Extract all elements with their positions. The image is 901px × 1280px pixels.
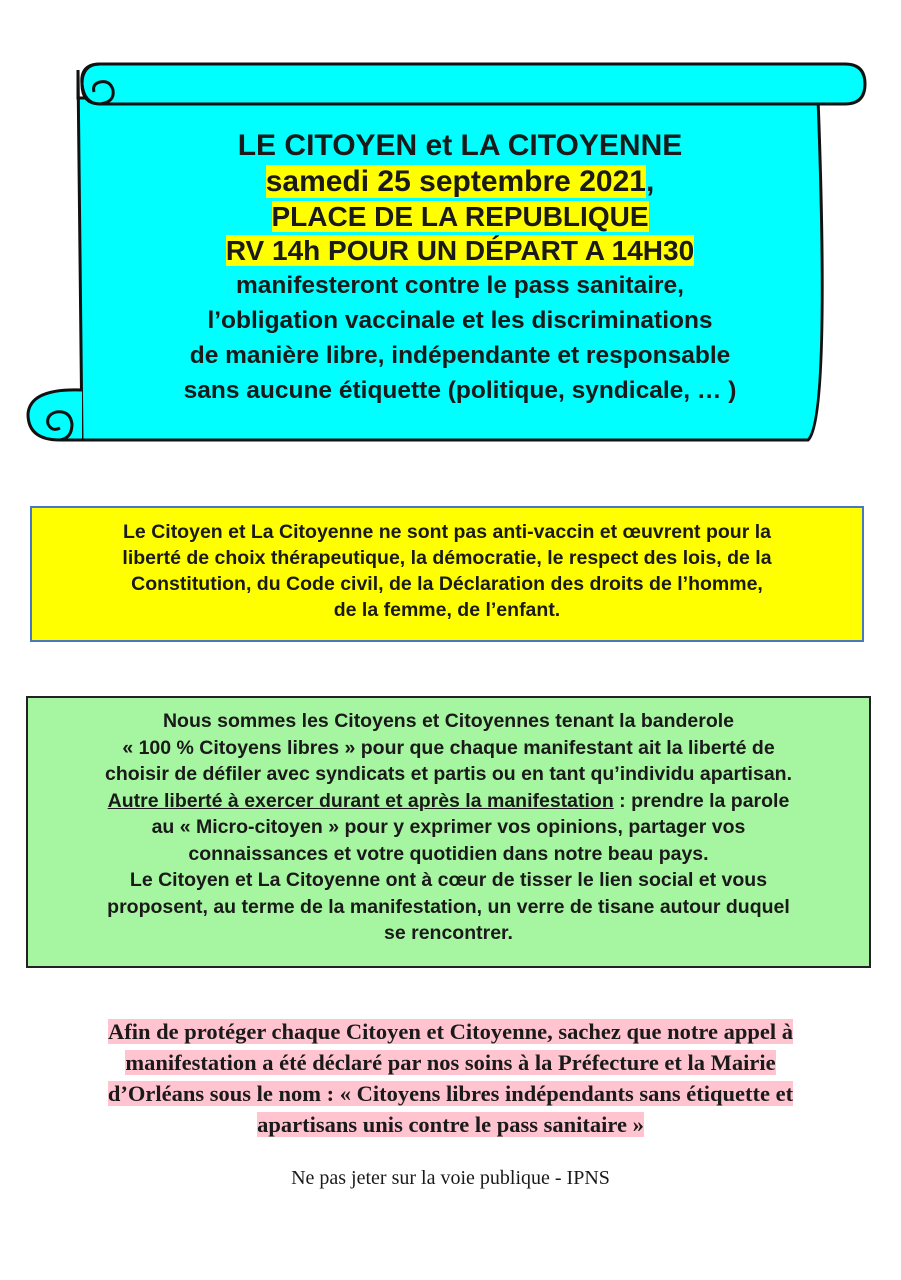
date-comma: ,: [645, 165, 655, 198]
scroll-bottom-curl: [28, 390, 82, 440]
event-place-line: [110, 200, 810, 234]
event-time-line: [110, 234, 810, 268]
event-date-line: [110, 164, 810, 200]
scroll-top-roll: [82, 64, 865, 104]
event-title: LE CITOYEN et LA CITOYENNE: [237, 129, 683, 162]
notice-line: [20, 1047, 881, 1078]
event-time: RV 14h POUR UN DÉPART A 14H30: [225, 235, 695, 266]
footer-note: Ne pas jeter sur la voie publique - IPNS: [291, 1167, 610, 1189]
banner-line: Nous sommes les Citoyens et Citoyennes tenant la banderole: [162, 710, 735, 732]
values-line: liberté de choix thérapeutique, la démocratie, le respect des lois, de la: [122, 547, 772, 569]
banner-line: Le Citoyen et La Citoyenne ont à cœur de tisser le lien social et vous: [129, 869, 768, 891]
notice-line: [20, 1016, 881, 1047]
banner-line: connaissances et votre quotidien dans notre beau pays.: [188, 842, 709, 865]
banner-line: proposent, au terme de la manifestation, un verre de tisane autour duquel: [107, 895, 790, 918]
scroll-line: manifesteront contre le pass sanitaire,: [236, 272, 684, 299]
notice-line: [20, 1078, 881, 1109]
declaration-notice: [20, 1016, 881, 1140]
event-place: PLACE DE LA REPUBLIQUE: [271, 201, 649, 232]
banner-line: « 100 % Citoyens libres » pour que chaque manifestant ait la liberté de: [122, 736, 775, 759]
notice-line: [20, 1109, 881, 1140]
banner-line: au « Micro-citoyen » pour y exprimer vos opinions, partager vos: [151, 816, 746, 838]
underlined-heading: Autre liberté à exercer durant et après la manifestation: [107, 789, 614, 812]
underlined-rest: : prendre la parole: [613, 789, 790, 812]
scroll-text: [110, 128, 810, 408]
notice-text: d’Orléans sous le nom : « Citoyens libres indépendants sans étiquette et: [107, 1081, 794, 1106]
notice-text: manifestation a été déclaré par nos soins à la Préfecture et la Mairie: [125, 1050, 776, 1075]
notice-text: apartisans unis contre le pass sanitaire »: [257, 1112, 644, 1137]
banner-underlined-line: [28, 788, 869, 815]
values-line: de la femme, de l’enfant.: [333, 599, 561, 621]
event-date: samedi 25 septembre 2021: [265, 165, 646, 198]
values-line: Le Citoyen et La Citoyenne ne sont pas anti-vaccin et œuvrent pour la: [123, 521, 771, 543]
scroll-line: sans aucune étiquette (politique, syndicale, … ): [183, 377, 737, 404]
notice-text: Afin de protéger chaque Citoyen et Citoyenne, sachez que notre appel à: [108, 1019, 793, 1044]
scroll-line: l’obligation vaccinale et les discriminations: [207, 307, 713, 334]
banner-info-box: [26, 696, 871, 968]
values-line: Constitution, du Code civil, de la Déclaration des droits de l’homme,: [131, 573, 763, 595]
scroll-line: de manière libre, indépendante et responsable: [189, 342, 731, 369]
values-statement-box: [30, 506, 864, 642]
banner-line: choisir de défiler avec syndicats et partis ou en tant qu’individu apartisan.: [104, 763, 792, 785]
banner-line: se rencontrer.: [384, 922, 513, 944]
